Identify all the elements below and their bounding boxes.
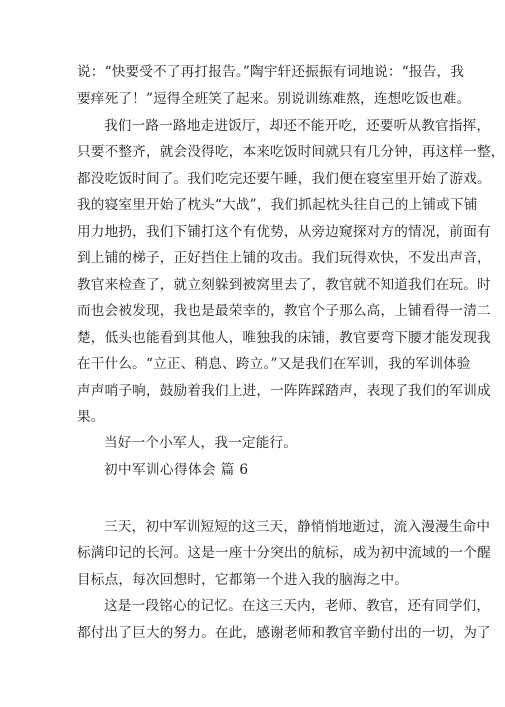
- paragraph-first-line: 我们一路一路地走进饭厅，却还不能开吃，还要听从教官指挥，: [104, 118, 491, 134]
- body-text-line: 我的寝室里开始了枕头“大战”，我们抓起枕头往自己的上铺或下铺: [77, 197, 478, 213]
- body-text-line: 声声哨子响，鼓励着我们上进，一阵阵踩踏声，表现了我们的军训成: [77, 383, 491, 399]
- body-text-line: 都付出了巨大的努力。在此，感谢老师和教官辛勤付出的一切，为了: [77, 625, 491, 641]
- body-text-line: 只要不整齐，就会没得吃，本来吃饭时间就只有几分钟，再这样一整，: [77, 144, 505, 160]
- body-text-line: 而也会被发现，我也是最荣幸的，教官个子那么高，上铺看得一清二: [77, 303, 491, 319]
- section-heading: 初中军训心得体会 篇 6: [104, 462, 249, 478]
- body-text-line: 要痒死了！”逗得全班笑了起来。别说训练难熬，连想吃饭也难。: [77, 91, 471, 107]
- body-text-line: 教官来检查了，就立刻躲到被窝里去了，教官就不知道我们在玩。时: [77, 277, 491, 293]
- paragraph-first-line: 这是一段铭心的记忆。在这三天内，老师、教官，还有同学们，: [104, 598, 491, 614]
- paragraph-first-line: 当好一个小军人，我一定能行。: [104, 435, 298, 451]
- body-text-line: 在干什么。“立正、稍息、跨立。”又是我们在军训，我的军训体验: [77, 356, 471, 372]
- body-text-line: 果。: [77, 409, 105, 425]
- body-text-line: 都没吃饭时间了。我们吃完还要午睡，我们便在寝室里开始了游戏。: [77, 171, 491, 187]
- body-text-line: 到上铺的梯子，正好挡住上铺的攻击。我们玩得欢快，不发出声音，: [77, 250, 491, 266]
- body-text-line: 楚，低头也能看到其他人，唯独我的床铺，教官要弯下腰才能发现我: [77, 330, 491, 346]
- body-text-line: 说：“快要受不了再打报告。”陶宇轩还振振有词地说：“报告，我: [77, 64, 465, 80]
- body-text-line: 目标点，每次回想时，它都第一个进入我的脑海之中。: [77, 572, 409, 588]
- body-text-line: 用力地扔，我们下铺打这个有优势，从旁边窥探对方的情况，前面有: [77, 224, 491, 240]
- body-text-line: 标满印记的长河。这是一座十分突出的航标，成为初中流域的一个醒: [77, 545, 491, 561]
- paragraph-first-line: 三天，初中军训短短的这三天，静悄悄地逝过，流入漫漫生命中: [104, 519, 491, 535]
